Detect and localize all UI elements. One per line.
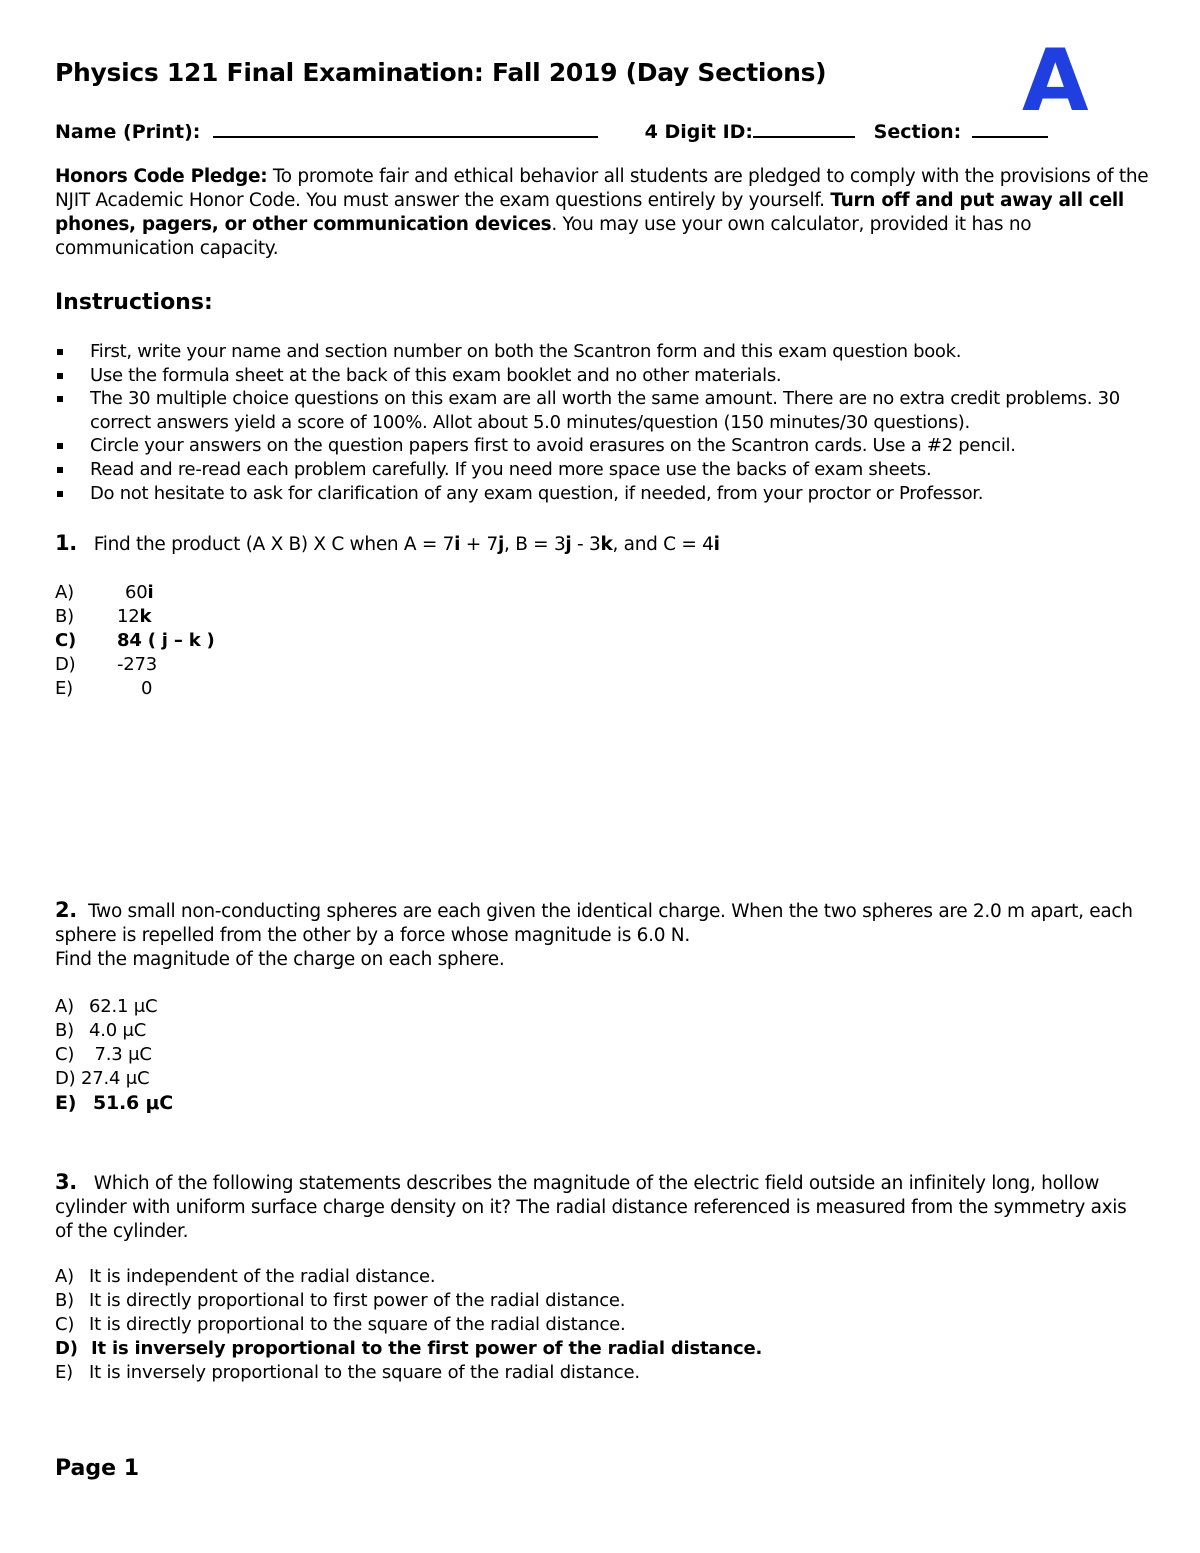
question-1 (55, 531, 720, 557)
name-label: Name (Print): (55, 121, 201, 143)
option-letter: D) (55, 1338, 78, 1359)
pledge-label: Honors Code Pledge: (55, 166, 268, 187)
id-blank[interactable] (753, 118, 855, 138)
question-2-options (55, 995, 173, 1115)
answer-option[interactable] (55, 1043, 173, 1067)
pledge-text: To promote fair and ethical behavior all students are pledged to comply with the provisions of the NJIT Academic Honor Code. You must answer the exam questions entirely by yourself. (55, 166, 1149, 211)
question-text: + 7 (460, 534, 498, 555)
exam-version-letter: A (1022, 31, 1089, 131)
section-label: Section: (873, 121, 962, 143)
pledge-text-end: . You may use your own calculator, provided it has no communication capacity. (55, 214, 1032, 259)
id-label: 4 Digit ID: (644, 121, 754, 143)
option-value: 84 ( j – k ) (117, 630, 215, 651)
question-2 (55, 898, 1145, 972)
unit-vector-j: j (497, 534, 505, 555)
question-number: 2. (55, 898, 77, 922)
option-value: 7.3 μC (89, 1044, 152, 1065)
option-value: 27.4 μC (81, 1068, 150, 1089)
option-letter: C) (55, 630, 77, 651)
unit-vector-i: i (454, 534, 461, 555)
answer-option[interactable] (55, 581, 215, 605)
unit-vector-j: j (565, 534, 572, 555)
instruction-text: Circle your answers on the question papers first to avoid erasures on the Scantron cards. Use a #2 pencil. (90, 435, 1016, 457)
bullet-icon (57, 491, 63, 497)
option-value: 62.1 μC (89, 996, 158, 1017)
question-text: Which of the following statements describes the magnitude of the electric field outside an infinitely long, hollow cylinder with uniform surface charge density on it? The radial distance referenced is measured from the symmetry axis of the cylinder. (55, 1173, 1127, 1242)
bullet-icon (57, 349, 63, 355)
option-value: It is directly proportional to first power of the radial distance. (89, 1290, 626, 1311)
option-value: It is inversely proportional to the first power of the radial distance. (91, 1338, 763, 1359)
instruction-text: The 30 multiple choice questions on this exam are all worth the same amount. There are no extra credit problems. 30 correct answers yield a score of 100%. Allot about 5.0 minutes/question (150 minutes/30 questions). (90, 388, 1120, 433)
option-letter: D) (55, 654, 76, 675)
option-value: 51.6 μC (93, 1092, 174, 1114)
option-value: -273 (117, 654, 158, 675)
section-blank[interactable] (972, 118, 1048, 138)
student-info-fields (55, 118, 1048, 143)
option-letter: E) (55, 1362, 73, 1383)
question-text: Two small non-conducting spheres are each given the identical charge. When the two spheres are 2.0 m apart, each sphere is repelled from the other by a force whose magnitude is 6.0 N. (55, 901, 1133, 946)
unit-vector-i: i (713, 534, 720, 555)
question-3-options (55, 1265, 762, 1385)
name-blank[interactable] (213, 118, 598, 138)
option-letter: D) (55, 1068, 76, 1089)
answer-option-correct[interactable] (55, 1091, 173, 1115)
instructions-heading: Instructions: (55, 290, 213, 315)
answer-option[interactable] (55, 1067, 173, 1091)
option-letter: B) (55, 606, 74, 627)
question-text: , and C = 4 (612, 534, 714, 555)
pledge-bold-text: Turn off and put away all cell phones, pagers, or other communication devices (55, 190, 1124, 235)
question-text: Find the product (A X B) X C when A = 7 (93, 534, 455, 555)
option-letter: E) (55, 1092, 77, 1114)
bullet-icon (57, 443, 63, 449)
option-value: 60 (125, 582, 148, 603)
question-text: - 3 (571, 534, 601, 555)
answer-option[interactable] (55, 1313, 762, 1337)
unit-vector-i: i (147, 582, 154, 603)
instruction-text: First, write your name and section number on both the Scantron form and this exam question book. (90, 341, 962, 362)
page-number: Page 1 (55, 1456, 140, 1481)
question-number: 3. (55, 1170, 77, 1194)
instruction-item (55, 434, 1145, 458)
question-3 (55, 1170, 1145, 1244)
option-value: 12 (117, 606, 140, 627)
answer-option[interactable] (55, 605, 215, 629)
instruction-text: Use the formula sheet at the back of this exam booklet and no other materials. (90, 364, 782, 386)
option-value: It is inversely proportional to the square of the radial distance. (89, 1362, 640, 1383)
answer-option[interactable] (55, 995, 173, 1019)
instruction-item (55, 458, 1145, 482)
option-value: It is independent of the radial distance. (89, 1266, 436, 1287)
bullet-icon (57, 467, 63, 473)
exam-title: Physics 121 Final Examination: Fall 2019 (Day Sections) (55, 58, 827, 87)
option-letter: C) (55, 1044, 75, 1065)
option-value: 0 (141, 678, 153, 699)
instruction-item (55, 364, 1145, 388)
instructions-list (55, 340, 1145, 505)
instruction-text: Do not hesitate to ask for clarification of any exam question, if needed, from your proctor or Professor. (90, 482, 984, 504)
option-value: It is directly proportional to the square of the radial distance. (89, 1314, 626, 1335)
instruction-item (55, 340, 1145, 364)
question-text: , B = 3 (504, 534, 566, 555)
instruction-item (55, 482, 1145, 506)
option-letter: E) (55, 678, 73, 699)
unit-vector-k: k (600, 534, 613, 555)
answer-option[interactable] (55, 677, 215, 701)
instruction-text: Read and re-read each problem carefully. If you need more space use the backs of exam sheets. (90, 458, 932, 480)
instruction-item (55, 387, 1145, 434)
option-letter: A) (55, 996, 74, 1017)
answer-option[interactable] (55, 1019, 173, 1043)
answer-option[interactable] (55, 1361, 762, 1385)
bullet-icon (57, 396, 63, 402)
bullet-icon (57, 373, 63, 379)
answer-option-correct[interactable] (55, 1337, 762, 1361)
honor-pledge (55, 165, 1150, 261)
question-number: 1. (55, 531, 77, 555)
answer-option-correct[interactable] (55, 629, 215, 653)
option-value: 4.0 μC (89, 1020, 147, 1041)
question-1-options (55, 581, 215, 701)
answer-option[interactable] (55, 653, 215, 677)
question-text: Find the magnitude of the charge on each sphere. (55, 949, 505, 970)
answer-option[interactable] (55, 1289, 762, 1313)
unit-vector-k: k (139, 606, 152, 627)
answer-option[interactable] (55, 1265, 762, 1289)
option-letter: B) (55, 1020, 74, 1041)
option-letter: A) (55, 1266, 74, 1287)
option-letter: B) (55, 1290, 74, 1311)
option-letter: A) (55, 582, 74, 603)
option-letter: C) (55, 1314, 75, 1335)
